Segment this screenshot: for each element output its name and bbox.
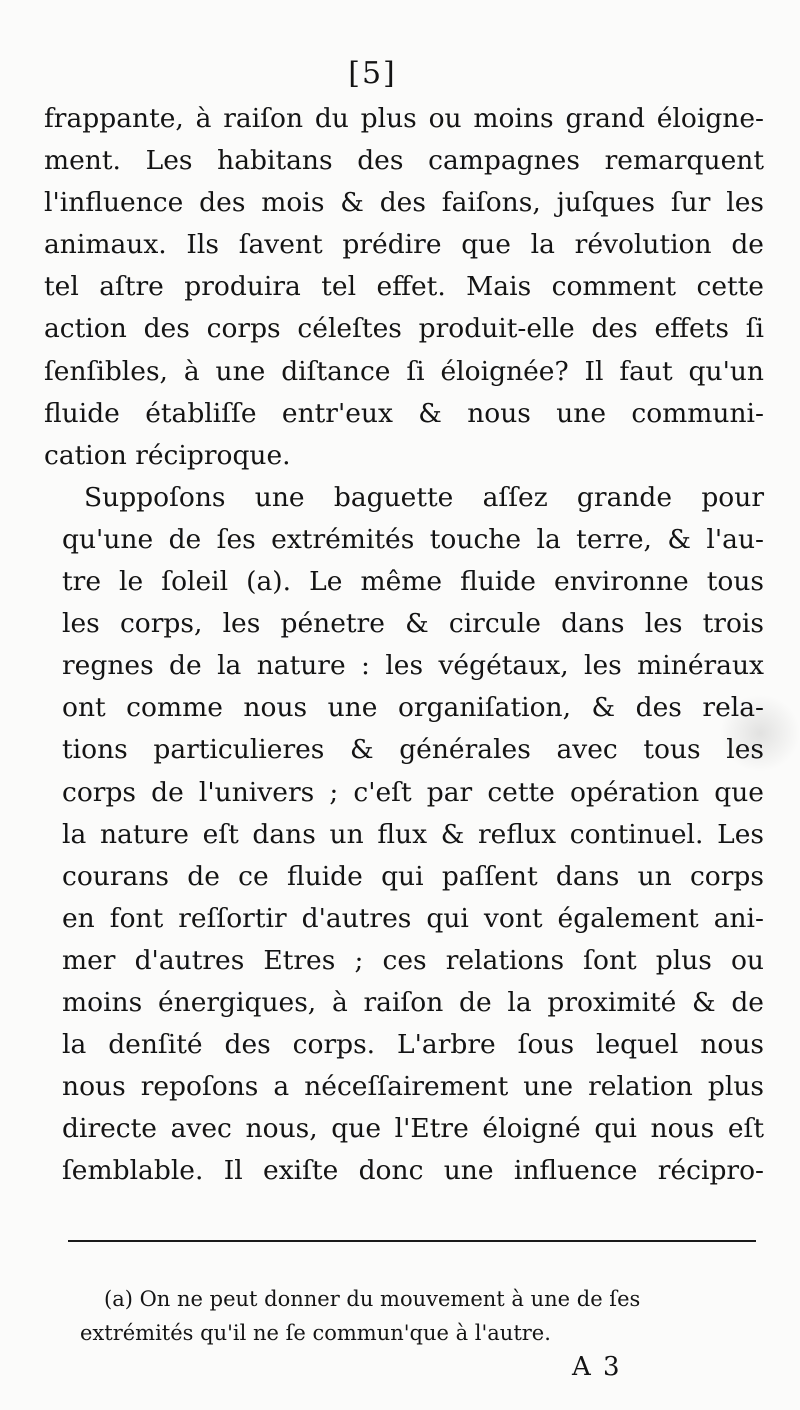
text-line: tre le ſoleil (a). Le même fluide environne tous — [62, 566, 764, 598]
text-line: corps de l'univers ; c'eſt par cette opération que — [62, 776, 764, 808]
text-line: tions particulieres & générales avec tous les — [62, 734, 764, 766]
text-line: cation réciproque. — [44, 439, 291, 471]
text-line: tel aſtre produira tel effet. Mais comment cette — [44, 271, 764, 303]
text-line: moins énergiques, à raiſon de la proximité & de — [62, 986, 764, 1018]
text-line: la nature eſt dans un flux & reflux continuel. Les — [62, 818, 764, 850]
text-line: ont comme nous une organiſation, & des rela- — [62, 692, 764, 724]
text-line: la denſité des corps. L'arbre ſous lequel nous — [62, 1029, 764, 1061]
text-line: qu'une de ſes extrémités touche la terre, & l'au- — [62, 523, 764, 555]
signature-mark: A 3 — [572, 1352, 622, 1382]
text-line: l'influence des mois & des faiſons, juſques ſur les — [44, 187, 764, 219]
text-line: courans de ce fluide qui paſſent dans un corps — [62, 860, 764, 892]
text-line: nous repoſons a néceſſairement une relation plus — [62, 1071, 764, 1103]
text-line: animaux. Ils ſavent prédire que la révolution de — [44, 229, 764, 261]
text-line: ſemblable. Il exiſte donc une influence récipro- — [62, 1155, 764, 1187]
text-line: ment. Les habitans des campagnes remarquent — [44, 145, 764, 177]
text-line: fluide établiſſe entr'eux & nous une communi- — [44, 397, 764, 429]
body-text — [44, 98, 764, 1192]
text-line: regnes de la nature : les végétaux, les minéraux — [62, 650, 764, 682]
text-line: action des corps céleſtes produit-elle des effets ſi — [44, 313, 764, 345]
text-line: frappante, à raiſon du plus ou moins grand éloigne- — [44, 103, 764, 134]
footnote-line: (a) On ne peut donner du mouvement à une de ſes — [104, 1287, 641, 1311]
text-line: ſenſibles, à une diſtance ſi éloignée? Il faut qu'un — [44, 355, 764, 387]
footnote — [80, 1282, 764, 1350]
text-line: en font reſſortir d'autres qui vont également ani- — [62, 902, 764, 934]
text-line: directe avec nous, que l'Etre éloigné qui nous eſt — [62, 1113, 764, 1145]
footnote-divider — [68, 1240, 756, 1242]
text-line: Suppoſons une baguette aſſez grande pour — [84, 481, 764, 513]
text-line: mer d'autres Etres ; ces relations ſont plus ou — [62, 944, 764, 976]
footnote-line: extrémités qu'il ne ſe commun'que à l'autre. — [80, 1321, 551, 1345]
page-number: [5] — [348, 56, 397, 91]
text-line: les corps, les pénetre & circule dans les trois — [62, 608, 764, 640]
